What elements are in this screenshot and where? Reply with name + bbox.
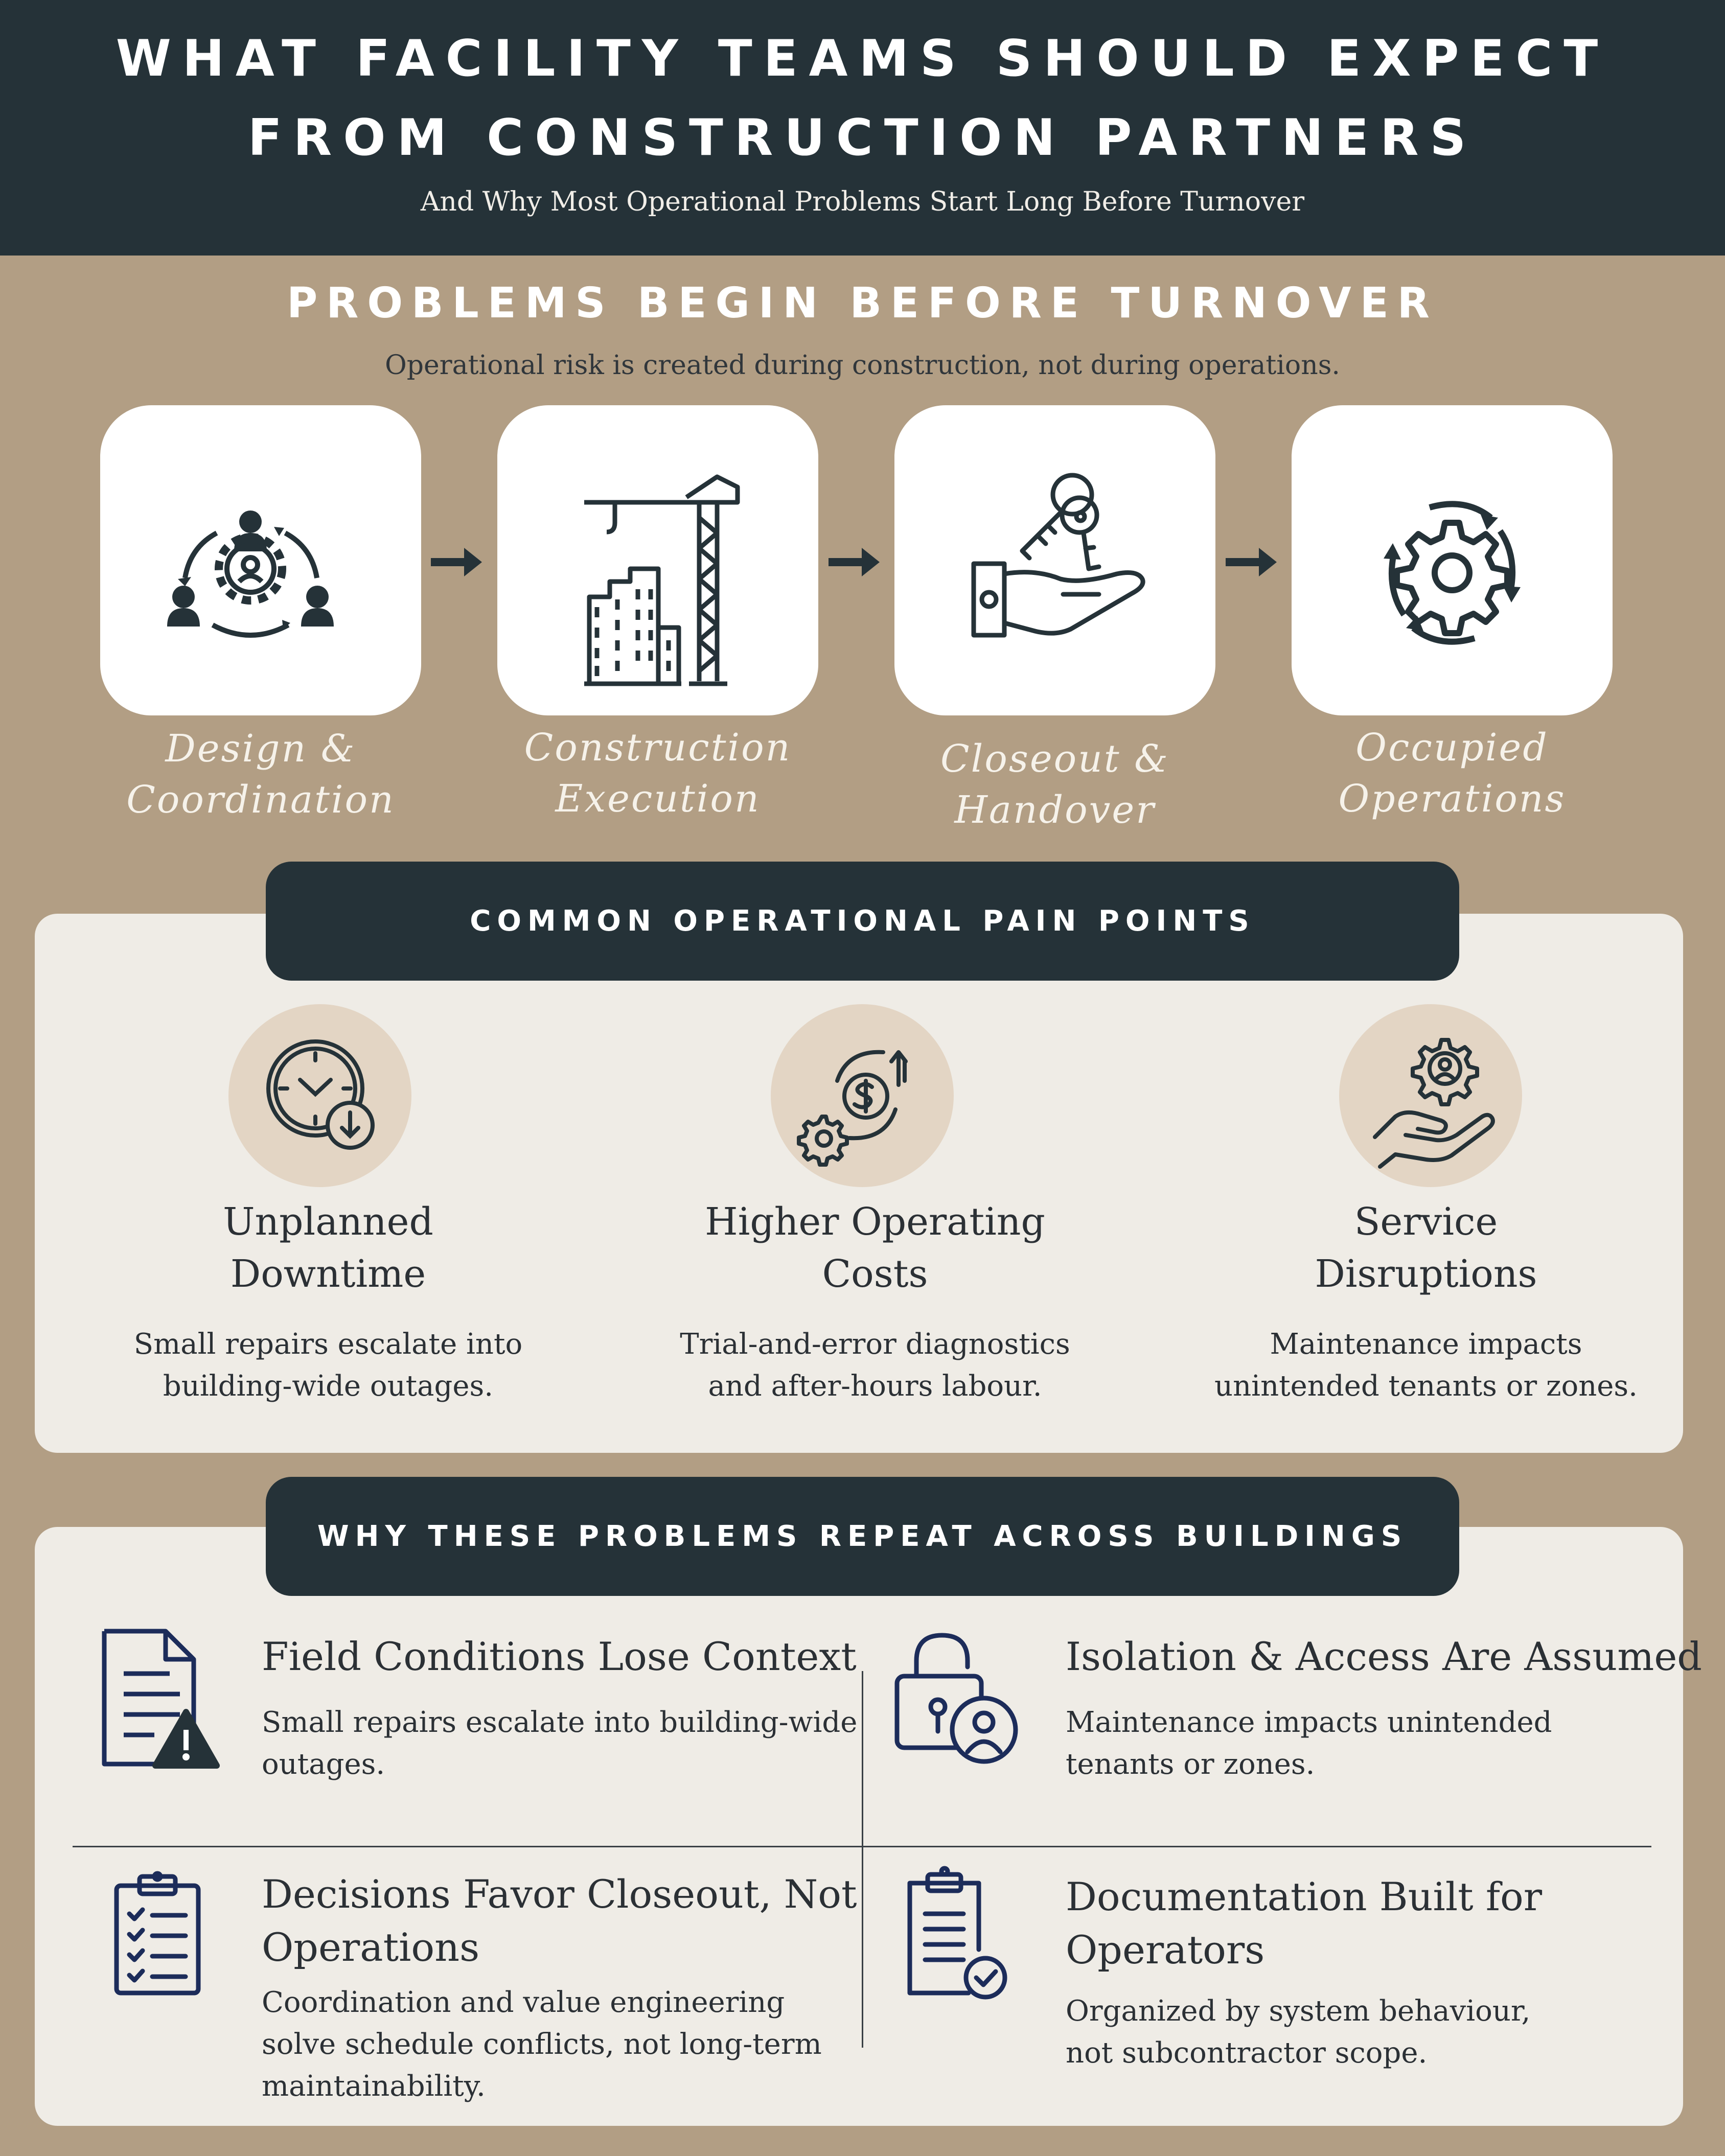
keys-handover-icon — [894, 405, 1215, 715]
cost-increase-icon — [771, 1004, 954, 1187]
pain-icon-circle-service — [1339, 1004, 1522, 1187]
why-desc-decisions: Coordination and value engineering solve schedule conflicts, not long-term maintainability. — [262, 1986, 822, 2103]
grid-divider-horizontal — [73, 1846, 1651, 1847]
checklist-clipboard-icon — [111, 1870, 203, 1998]
flow-arrow-1 — [428, 544, 485, 580]
pain-title-service: Service Disruptions — [1315, 1200, 1537, 1296]
why-title-decisions: Decisions Favor Closeout, Not Operations — [262, 1871, 857, 1970]
stage-card-construction — [497, 405, 818, 715]
gear-cycle-icon — [1292, 405, 1613, 715]
stage-card-design — [100, 405, 421, 715]
why-desc-field-conditions: Small repairs escalate into building-wide outages. — [262, 1706, 858, 1781]
team-collaboration-icon — [100, 405, 421, 715]
lock-user-icon — [892, 1630, 1025, 1768]
document-warning-icon — [98, 1625, 236, 1778]
section-subtitle-problems: Operational risk is created during construction, not during operations. — [385, 350, 1340, 381]
header-banner — [0, 0, 1725, 256]
section-title-why: WHY THESE PROBLEMS REPEAT ACROSS BUILDINGS — [266, 1477, 1459, 1596]
why-desc-documentation: Organized by system behaviour, not subcontractor scope. — [1066, 1995, 1531, 2070]
section-title-problems: PROBLEMS BEGIN BEFORE TURNOVER — [287, 279, 1438, 328]
why-desc-isolation: Maintenance impacts unintended tenants or zones. — [1066, 1706, 1552, 1781]
pain-title-downtime: Unplanned Downtime — [223, 1200, 433, 1296]
clipboard-check-icon — [905, 1865, 1012, 2003]
service-hand-icon — [1339, 1004, 1522, 1187]
flow-arrow-2 — [826, 544, 882, 580]
pain-icon-circle-downtime — [228, 1004, 411, 1187]
stage-card-operations — [1292, 405, 1613, 715]
stage-label-operations: Occupied Operations — [1338, 726, 1566, 821]
pain-title-costs: Higher Operating Costs — [705, 1200, 1045, 1296]
why-title-isolation: Isolation & Access Are Assumed — [1066, 1634, 1702, 1679]
grid-divider-vertical — [862, 1671, 863, 2048]
crane-building-icon — [497, 405, 818, 715]
stage-label-closeout: Closeout & Handover — [940, 737, 1169, 832]
page-title-line1: WHAT FACILITY TEAMS SHOULD EXPECT — [116, 30, 1609, 88]
flow-arrow-3 — [1223, 544, 1279, 580]
stage-label-design: Design & Coordination — [126, 727, 395, 822]
pain-desc-service: Maintenance impacts unintended tenants or zones. — [1214, 1328, 1638, 1403]
clock-down-icon — [228, 1004, 411, 1187]
pain-icon-circle-costs — [771, 1004, 954, 1187]
stage-card-closeout — [894, 405, 1215, 715]
section-title-pain-points: COMMON OPERATIONAL PAIN POINTS — [266, 862, 1459, 981]
stage-label-construction: Construction Execution — [524, 726, 792, 821]
page-subtitle: And Why Most Operational Problems Start Long Before Turnover — [420, 187, 1305, 217]
why-title-documentation: Documentation Built for Operators — [1066, 1874, 1543, 1973]
pain-desc-costs: Trial-and-error diagnostics and after-hours labour. — [680, 1328, 1070, 1403]
pain-desc-downtime: Small repairs escalate into building-wide outages. — [133, 1328, 523, 1403]
why-title-field-conditions: Field Conditions Lose Context — [262, 1634, 857, 1679]
page-title-line2: FROM CONSTRUCTION PARTNERS — [247, 109, 1478, 167]
